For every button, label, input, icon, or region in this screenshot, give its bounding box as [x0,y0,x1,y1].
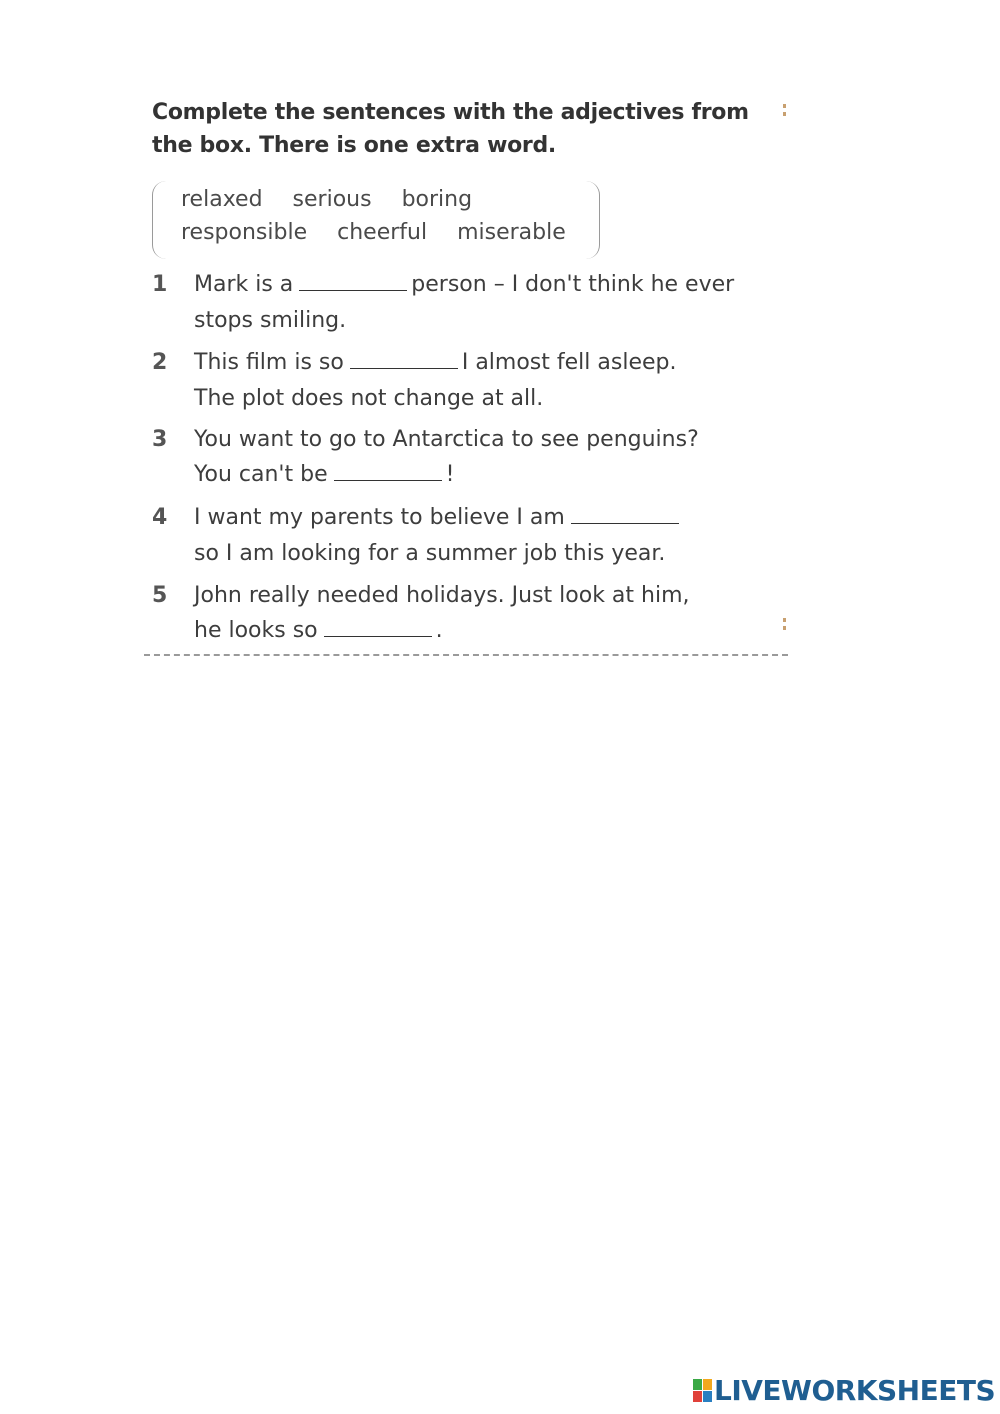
item-number: 1 [152,272,168,297]
item-line [194,272,734,297]
word-miserable: miserable [457,220,566,245]
word-relaxed: relaxed [181,187,263,212]
dashed-divider [144,654,788,656]
item-line [194,350,676,375]
item-text: ! [445,462,455,487]
answer-blank[interactable] [571,505,679,524]
item-line: You want to go to Antarctica to see penguins? [194,427,699,452]
word-boring: boring [401,187,473,212]
item-number: 4 [152,505,168,530]
item-text: he looks so [194,618,318,643]
item-line: John really needed holidays. Just look at him, [194,583,690,608]
word-cheerful: cheerful [337,220,428,245]
item-line: so I am looking for a summer job this year. [194,541,666,566]
liveworksheets-logo [693,1374,995,1406]
answer-blank[interactable] [324,618,432,637]
item-text: You can't be [194,462,328,487]
word-box-row-2 [181,220,566,245]
answer-blank[interactable] [350,350,458,369]
item-text: Mark is a [194,272,294,297]
word-serious: serious [292,187,372,212]
logo-text: LIVEWORKSHEETS [714,1373,996,1407]
item-text: I want my parents to believe I am [194,505,565,530]
edge-mark [783,618,787,632]
instructions [152,96,752,162]
word-box-row-1 [181,187,502,212]
item-line [194,462,454,487]
instructions-line-2: the box. There is one extra word. [152,133,556,158]
item-line: The plot does not change at all. [194,386,544,411]
item-text: person – I don't think he ever [411,272,735,297]
item-line [194,505,683,530]
liveworksheets-logo-icon [693,1379,711,1401]
item-text: This film is so [194,350,344,375]
instructions-line-1: Complete the sentences with the adjectives from [152,100,749,125]
item-number: 5 [152,583,168,608]
edge-mark [783,104,787,118]
answer-blank[interactable] [299,272,407,291]
item-number: 2 [152,350,168,375]
item-line: stops smiling. [194,308,347,333]
item-text: I almost fell asleep. [461,350,677,375]
item-line [194,618,443,643]
item-text: . [435,618,443,643]
word-box [152,181,600,259]
item-number: 3 [152,427,168,452]
word-responsible: responsible [181,220,308,245]
answer-blank[interactable] [334,462,442,481]
